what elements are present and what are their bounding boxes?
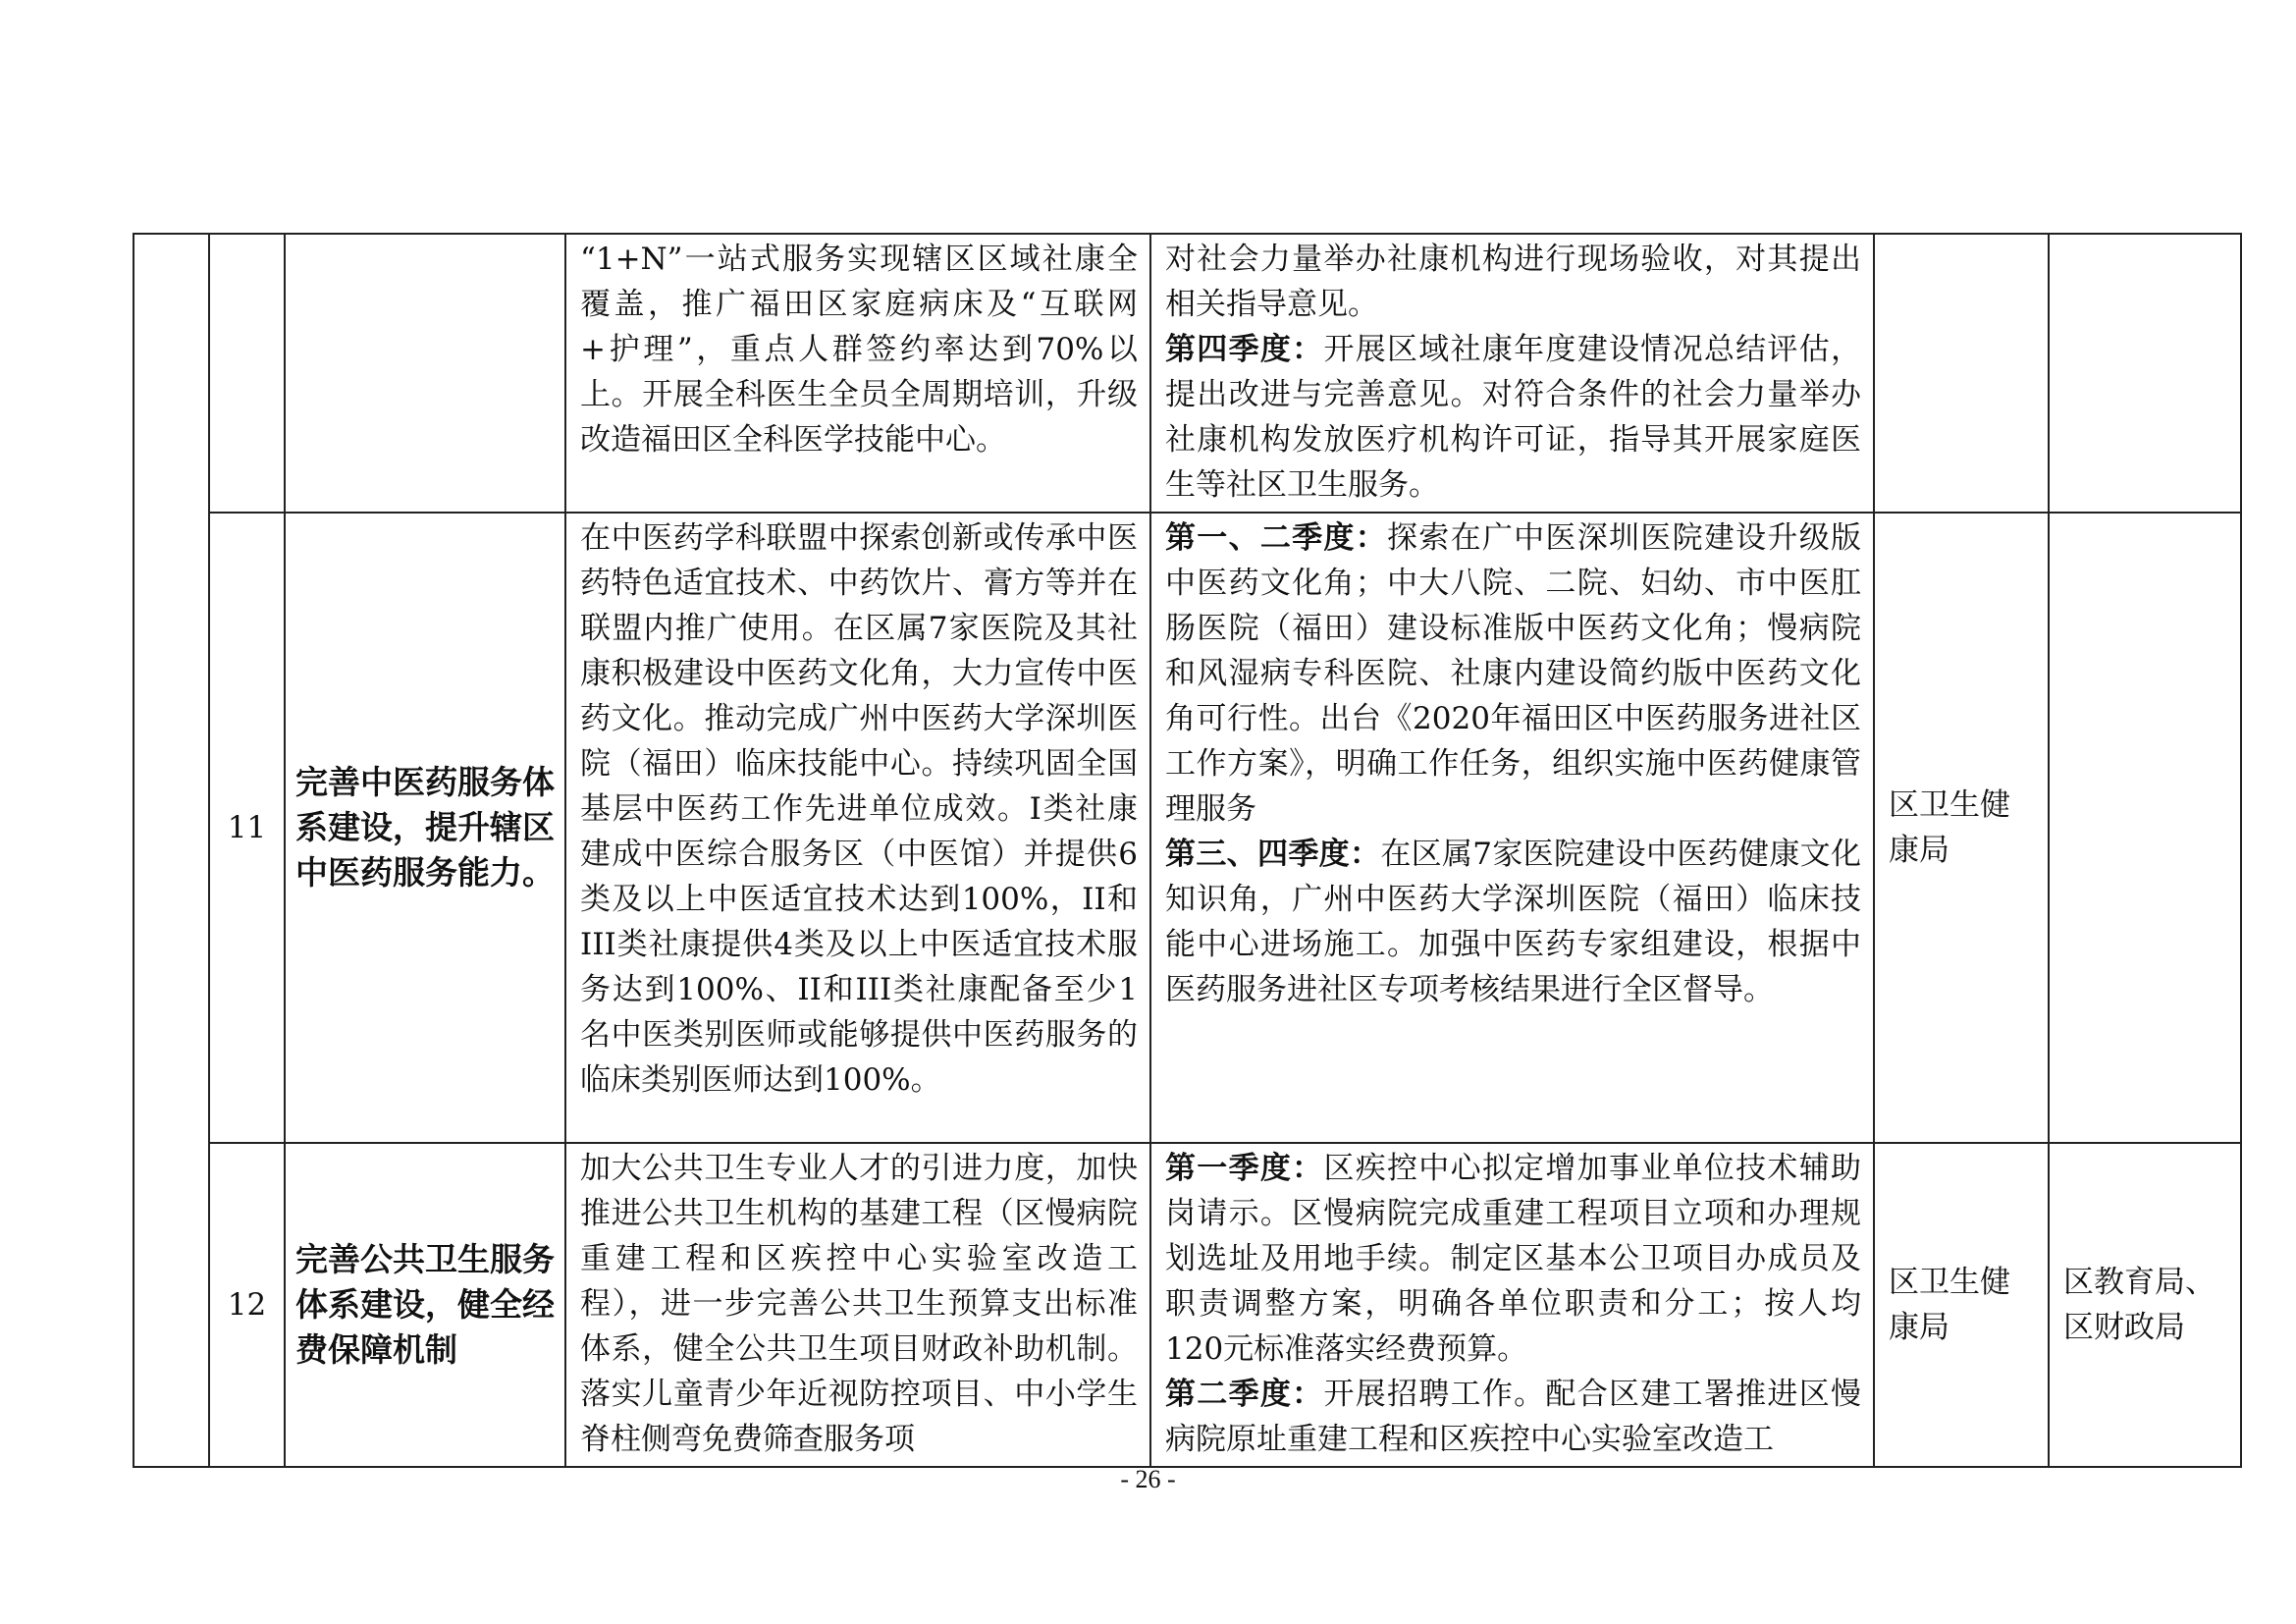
- cooperating-departments: [2049, 234, 2241, 513]
- task-goal: “1+N”一站式服务实现辖区区域社康全覆盖，推广福田区家庭病床及“互联网+护理”，重点人群签约率达到70%以上。开展全科医生全员全周期培训，升级改造福田区全科医学技能中心。: [565, 234, 1150, 513]
- plan-text: 区疾控中心拟定增加事业单位技术辅助岗请示。区慢病院完成重建工程项目立项和办理规划选址及用地手续。制定区基本公卫项目办成员及职责调整方案，明确各单位职责和分工；按人均120元标准落实经费预算。: [1165, 1151, 1862, 1367]
- plan-text: 开展区域社康年度建设情况总结评估，提出改进与完善意见。对符合条件的社会力量举办社康机构发放医疗机构许可证，指导其开展家庭医生等社区卫生服务。: [1165, 332, 1862, 503]
- plan-paragraph: [1165, 1146, 1861, 1372]
- task-goal: 在中医药学科联盟中探索创新或传承中医药特色适宜技术、中药饮片、膏方等并在联盟内推广使用。在区属7家医院及其社康积极建设中医药文化角，大力宣传中医药文化。推动完成广州中医药大学深圳医院（福田）临床技能中心。持续巩固全国基层中医药工作先进单位成效。I类社康建成中医综合服务区（中医馆）并提供6类及以上中医适宜技术达到100%，II和III类社康提供4类及以上中医适宜技术服务达到100%、II和III类社康配备至少1名中医类别医师或能够提供中医药服务的临床类别医师达到100%。: [565, 513, 1150, 1143]
- plan-quarter-label: 第一季度：: [1165, 1151, 1324, 1186]
- page-number: - 26 -: [1120, 1465, 1176, 1493]
- cooperating-departments: [2049, 513, 2241, 1143]
- plan-paragraph: [1165, 327, 1861, 508]
- lead-department: 区卫生健康局: [1874, 513, 2049, 1143]
- task-name: 完善公共卫生服务体系建设，健全经费保障机制: [285, 1143, 565, 1467]
- row-number: 12: [209, 1143, 285, 1467]
- plan-table: [133, 233, 2242, 1468]
- table-row: [133, 1143, 2241, 1467]
- lead-department: [1874, 234, 2049, 513]
- plan-quarter-label: 第二季度：: [1165, 1377, 1324, 1412]
- plan-quarter-label: 第一、二季度：: [1165, 520, 1387, 556]
- lead-department: 区卫生健康局: [1874, 1143, 2049, 1467]
- plan-text: 对社会力量举办社康机构进行现场验收，对其提出相关指导意见。: [1165, 242, 1861, 322]
- task-goal: 加大公共卫生专业人才的引进力度，加快推进公共卫生机构的基建工程（区慢病院重建工程和区疾控中心实验室改造工程），进一步完善公共卫生预算支出标准体系，健全公共卫生项目财政补助机制。落实儿童青少年近视防控项目、中小学生脊柱侧弯免费筛查服务项: [565, 1143, 1150, 1467]
- plan-text: 在区属7家医院建设中医药健康文化知识角，广州中医药大学深圳医院（福田）临床技能中心进场施工。加强中医药专家组建设，根据中医药服务进社区专项考核结果进行全区督导。: [1165, 837, 1861, 1007]
- task-name: 完善中医药服务体系建设，提升辖区中医药服务能力。: [285, 513, 565, 1143]
- plan-paragraph: [1165, 1372, 1861, 1462]
- plan-paragraph: [1165, 237, 1861, 327]
- plan-quarter-label: 第三、四季度：: [1165, 837, 1381, 872]
- plan-paragraph: [1165, 515, 1861, 832]
- cooperating-departments: 区教育局、区财政局: [2049, 1143, 2241, 1467]
- task-plan: [1150, 513, 1874, 1143]
- row-number: [209, 234, 285, 513]
- row-number: 11: [209, 513, 285, 1143]
- outer-blank-cell: [133, 234, 209, 1467]
- plan-quarter-label: 第四季度：: [1165, 332, 1324, 367]
- task-plan: [1150, 234, 1874, 513]
- plan-text: 探索在广中医深圳医院建设升级版中医药文化角；中大八院、二院、妇幼、市中医肛肠医院（福田）建设标准版中医药文化角；慢病院和风湿病专科医院、社康内建设简约版中医药文化角可行性。出台《2020年福田区中医药服务进社区工作方案》，明确工作任务，组织实施中医药健康管理服务: [1165, 520, 1861, 827]
- plan-paragraph: [1165, 832, 1861, 1012]
- task-plan: [1150, 1143, 1874, 1467]
- task-name: [285, 234, 565, 513]
- plan-text: 开展招聘工作。配合区建工署推进区慢病院原址重建工程和区疾控中心实验室改造工: [1165, 1377, 1862, 1457]
- table-row: [133, 513, 2241, 1143]
- table-row: [133, 234, 2241, 513]
